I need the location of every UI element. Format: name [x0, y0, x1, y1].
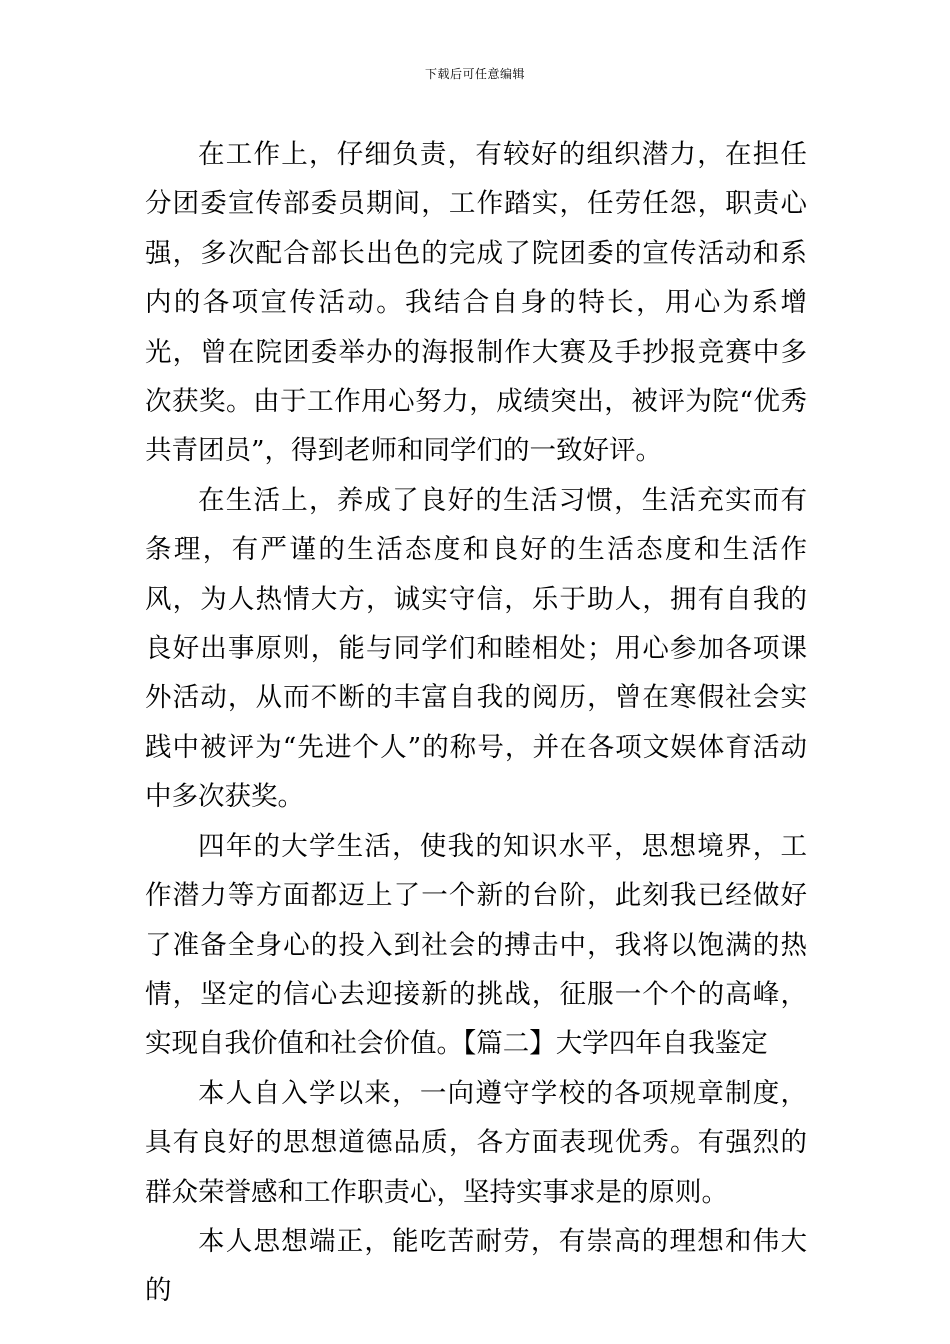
paragraph-life: 在生活上，养成了良好的生活习惯，生活充实而有条理，有严谨的生活态度和良好的生活态度和生活作风，为人热情大方，诚实守信，乐于助人，拥有自我的良好出事原则，能与同学们和睦相处；用心参加各项课外活动，从而不断的丰富自我的阅历，曾在寒假社会实践中被评为“先进个人”的称号，并在各项文娱体育活动中多次获奖。 — [145, 484, 807, 813]
paragraph-thought: 本人思想端正，能吃苦耐劳，有崇高的理想和伟大的 — [145, 1225, 807, 1307]
document-body — [145, 130, 807, 1316]
paragraph-work: 在工作上，仔细负责，有较好的组织潜力，在担任分团委宣传部委员期间，工作踏实，任劳任怨，职责心强，多次配合部长出色的完成了院团委的宣传活动和系内的各项宣传活动。我结合自身的特长，用心为系增光，曾在院团委举办的海报制作大赛及手抄报竞赛中多次获奖。由于工作用心努力，成绩突出，被评为院“优秀共青团员”，得到老师和同学们的一致好评。 — [145, 139, 807, 467]
paragraph-four-years: 四年的大学生活，使我的知识水平，思想境界，工作潜力等方面都迈上了一个新的台阶，此刻我已经做好了准备全身心的投入到社会的搏击中，我将以饱满的热情，坚定的信心去迎接新的挑战，征服一个个的高峰，实现自我价值和社会价值。【篇二】大学四年自我鉴定 — [145, 830, 807, 1060]
header-note: 下载后可任意编辑 — [424, 67, 525, 81]
paragraph-since-enrollment: 本人自入学以来，一向遵守学校的各项规章制度，具有良好的思想道德品质，各方面表现优秀。有强烈的群众荣誉感和工作职责心，坚持实事求是的原则。 — [145, 1077, 807, 1208]
